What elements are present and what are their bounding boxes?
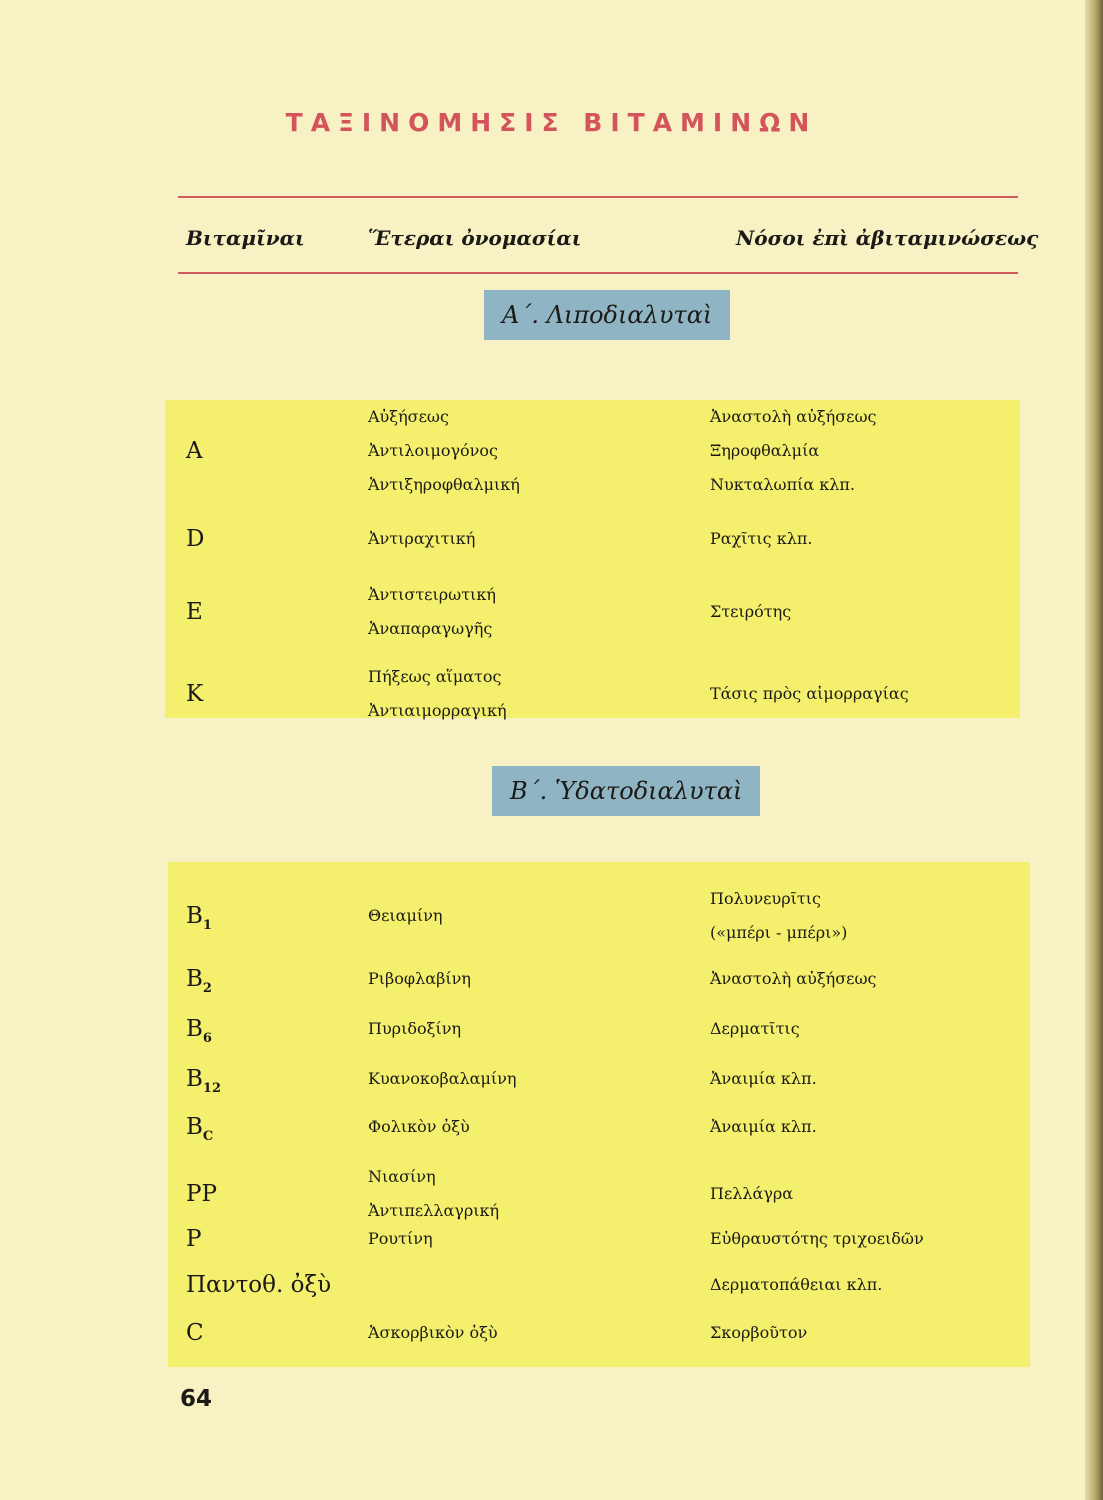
other-name: Ἀντιλοιμογόνος (368, 441, 498, 460)
vitamin-letter: PP (186, 1181, 217, 1207)
vitamin-label (186, 595, 203, 629)
other-name: Φολικὸν ὀξὺ (368, 1117, 470, 1136)
other-name: Ἀναπαραγωγῆς (368, 619, 493, 638)
vitamin-label (186, 899, 212, 937)
header-diseases: Νόσοι ἐπὶ ἀβιταμινώσεως (736, 226, 1039, 250)
disease: Στειρότης (710, 602, 792, 621)
vitamin-label (186, 1012, 212, 1050)
disease: («μπέρι - μπέρι») (710, 923, 848, 942)
vitamin-subscript: C (202, 1129, 214, 1144)
disease: Ἀναστολὴ αὐξήσεως (710, 969, 877, 988)
vitamin-subscript: 2 (202, 981, 212, 996)
disease: Σκορβοῦτον (710, 1323, 808, 1342)
section-a-band: Α΄. Λιποδιαλυταὶ (484, 290, 730, 340)
other-name: Αὐξήσεως (368, 407, 449, 426)
other-name: Ἀντιξηροφθαλμική (368, 475, 520, 494)
vitamin-label (186, 434, 203, 468)
other-name: Ἀντιστειρωτική (368, 585, 496, 604)
other-name: Ρουτίνη (368, 1229, 433, 1248)
disease: Ἀναστολὴ αὐξήσεως (710, 407, 877, 426)
other-name: Νιασίνη (368, 1167, 436, 1186)
vitamin-subscript: 1 (202, 918, 212, 933)
disease: Ξηροφθαλμία (710, 441, 820, 460)
disease: Εὐθραυστότης τριχοειδῶν (710, 1229, 924, 1248)
top-rule (178, 196, 1018, 198)
book-spine (1085, 0, 1103, 1500)
other-name: Θειαμίνη (368, 906, 443, 925)
other-name: Πήξεως αἵματος (368, 667, 502, 686)
disease: Δερματῖτις (710, 1019, 800, 1038)
other-name: Πυριδοξίνη (368, 1019, 462, 1038)
page-title: ΤΑΞΙΝΟΜΗΣΙΣ ΒΙΤΑΜΙΝΩΝ (285, 108, 818, 137)
vitamin-letter: Παντοθ. ὀξὺ (186, 1272, 332, 1298)
vitamin-label (186, 677, 203, 711)
disease: Ἀναιμία κλπ. (710, 1069, 817, 1088)
vitamin-letter: A (186, 438, 203, 464)
other-name: Ἀντιπελλαγρική (368, 1201, 500, 1220)
vitamin-label (186, 962, 212, 1000)
vitamin-subscript: 6 (202, 1031, 212, 1046)
other-name: Κυανοκοβαλαμίνη (368, 1069, 517, 1088)
other-name: Ἀσκορβικὸν ὀξὺ (368, 1323, 498, 1342)
vitamin-letter: P (186, 1226, 202, 1252)
header-rule (178, 272, 1018, 274)
vitamin-letter: C (186, 1320, 204, 1346)
disease: Ραχῖτις κλπ. (710, 529, 813, 548)
highlight-a (165, 400, 1020, 718)
vitamin-label (186, 1062, 221, 1100)
vitamin-label (186, 1177, 217, 1211)
disease: Τάσις πρὸς αἱμορραγίας (710, 684, 909, 703)
vitamin-label (186, 1110, 213, 1148)
vitamin-letter: B (186, 966, 203, 992)
vitamin-label (186, 1222, 201, 1256)
section-b-band: Β΄. Ὑδατοδιαλυταὶ (492, 766, 760, 816)
page-number: 64 (180, 1386, 213, 1412)
vitamin-subscript: 12 (202, 1081, 221, 1096)
vitamin-label (186, 1268, 331, 1302)
other-name: Ἀντιαιμορραγική (368, 701, 507, 720)
disease: Πελλάγρα (710, 1184, 794, 1203)
disease: Νυκταλωπία κλπ. (710, 475, 855, 494)
header-other-names: Ἕτεραι ὀνομασίαι (368, 226, 582, 250)
other-name: Ἀντιραχιτική (368, 529, 476, 548)
vitamin-letter: E (186, 599, 203, 625)
vitamin-letter: D (186, 526, 205, 552)
header-vitamins: Βιταμῖναι (186, 226, 305, 250)
vitamin-label (186, 522, 204, 556)
vitamin-letter: B (186, 903, 203, 929)
vitamin-label (186, 1316, 204, 1350)
vitamin-letter: K (186, 681, 204, 707)
vitamin-letter: B (186, 1114, 203, 1140)
other-name: Ριβοφλαβίνη (368, 969, 471, 988)
vitamin-letter: B (186, 1066, 203, 1092)
vitamin-letter: B (186, 1016, 203, 1042)
disease: Πολυνευρῖτις (710, 889, 821, 908)
disease: Ἀναιμία κλπ. (710, 1117, 817, 1136)
disease: Δερματοπάθειαι κλπ. (710, 1275, 883, 1294)
